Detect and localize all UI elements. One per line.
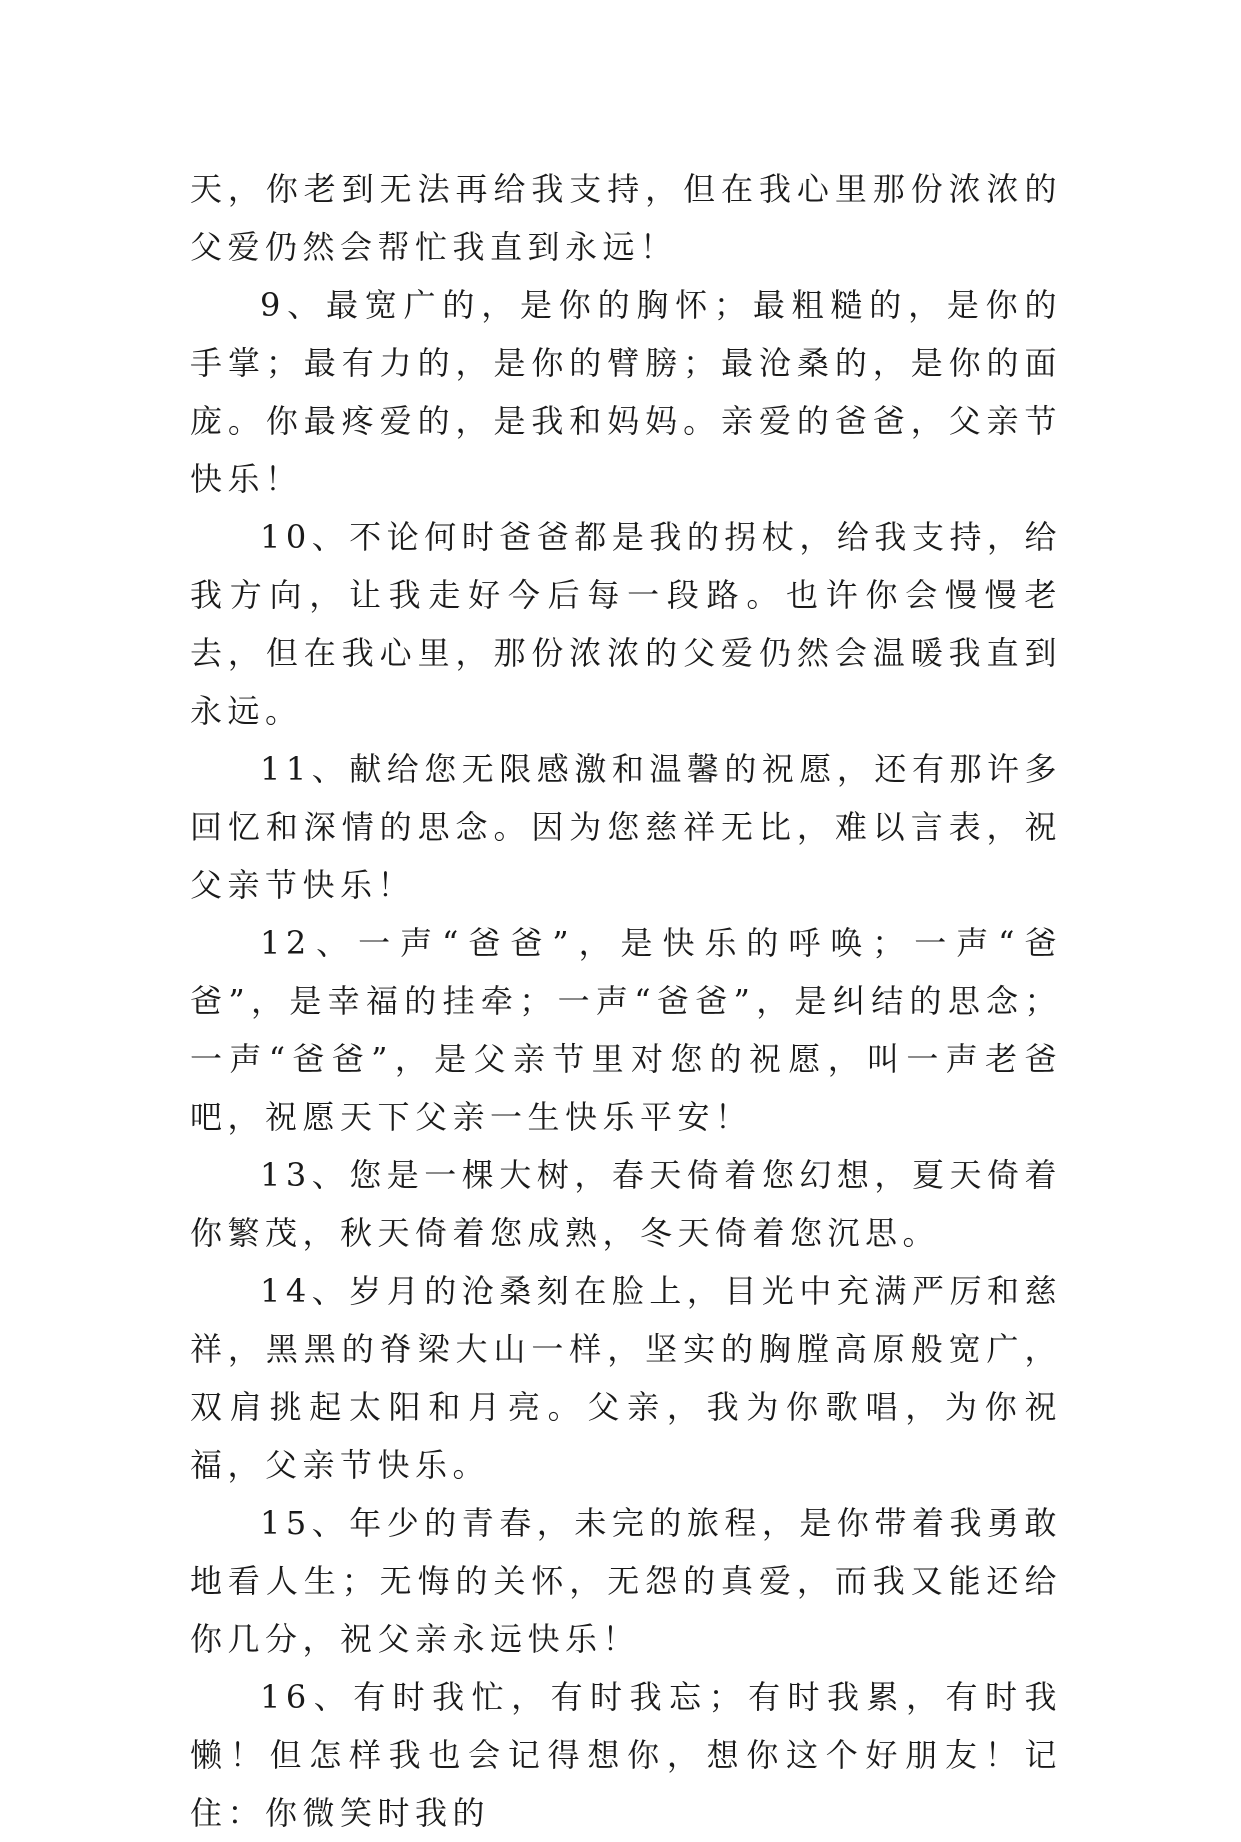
paragraph-item-11: 11、献给您无限感激和温馨的祝愿，还有那许多回忆和深情的思念。因为您慈祥无比，难以言表，祝父亲节快乐！ — [190, 750, 1062, 904]
paragraph-item-15: 15、年少的青春，未完的旅程，是你带着我勇敢地看人生；无悔的关怀，无怨的真爱，而我又能还给你几分，祝父亲永远快乐！ — [190, 1504, 1062, 1658]
paragraph-item-13: 13、您是一棵大树，春天倚着您幻想，夏天倚着你繁茂，秋天倚着您成熟，冬天倚着您沉思。 — [190, 1156, 1062, 1252]
paragraph-item-9: 9、最宽广的，是你的胸怀；最粗糙的，是你的手掌；最有力的，是你的臂膀；最沧桑的，是你的面庞。你最疼爱的，是我和妈妈。亲爱的爸爸，父亲节快乐！ — [190, 286, 1062, 498]
paragraph-item-14: 14、岁月的沧桑刻在脸上，目光中充满严厉和慈祥，黑黑的脊梁大山一样，坚实的胸膛高原般宽广，双肩挑起太阳和月亮。父亲，我为你歌唱，为你祝福，父亲节快乐。 — [190, 1272, 1062, 1484]
paragraph-item-10: 10、不论何时爸爸都是我的拐杖，给我支持，给我方向，让我走好今后每一段路。也许你会慢慢老去，但在我心里，那份浓浓的父爱仍然会温暖我直到永远。 — [190, 518, 1062, 730]
paragraph-item-12: 12、一声“爸爸”，是快乐的呼唤；一声“爸爸”，是幸福的挂牵；一声“爸爸”，是纠结的思念；一声“爸爸”，是父亲节里对您的祝愿，叫一声老爸吧，祝愿天下父亲一生快乐平安！ — [190, 924, 1062, 1136]
paragraph-item-16: 16、有时我忙，有时我忘；有时我累，有时我懒！但怎样我也会记得想你，想你这个好朋友！记住：你微笑时我的 — [190, 1678, 1062, 1832]
paragraph-continuation: 天，你老到无法再给我支持，但在我心里那份浓浓的父爱仍然会帮忙我直到永远！ — [190, 170, 1062, 266]
document-body — [190, 160, 1062, 1842]
